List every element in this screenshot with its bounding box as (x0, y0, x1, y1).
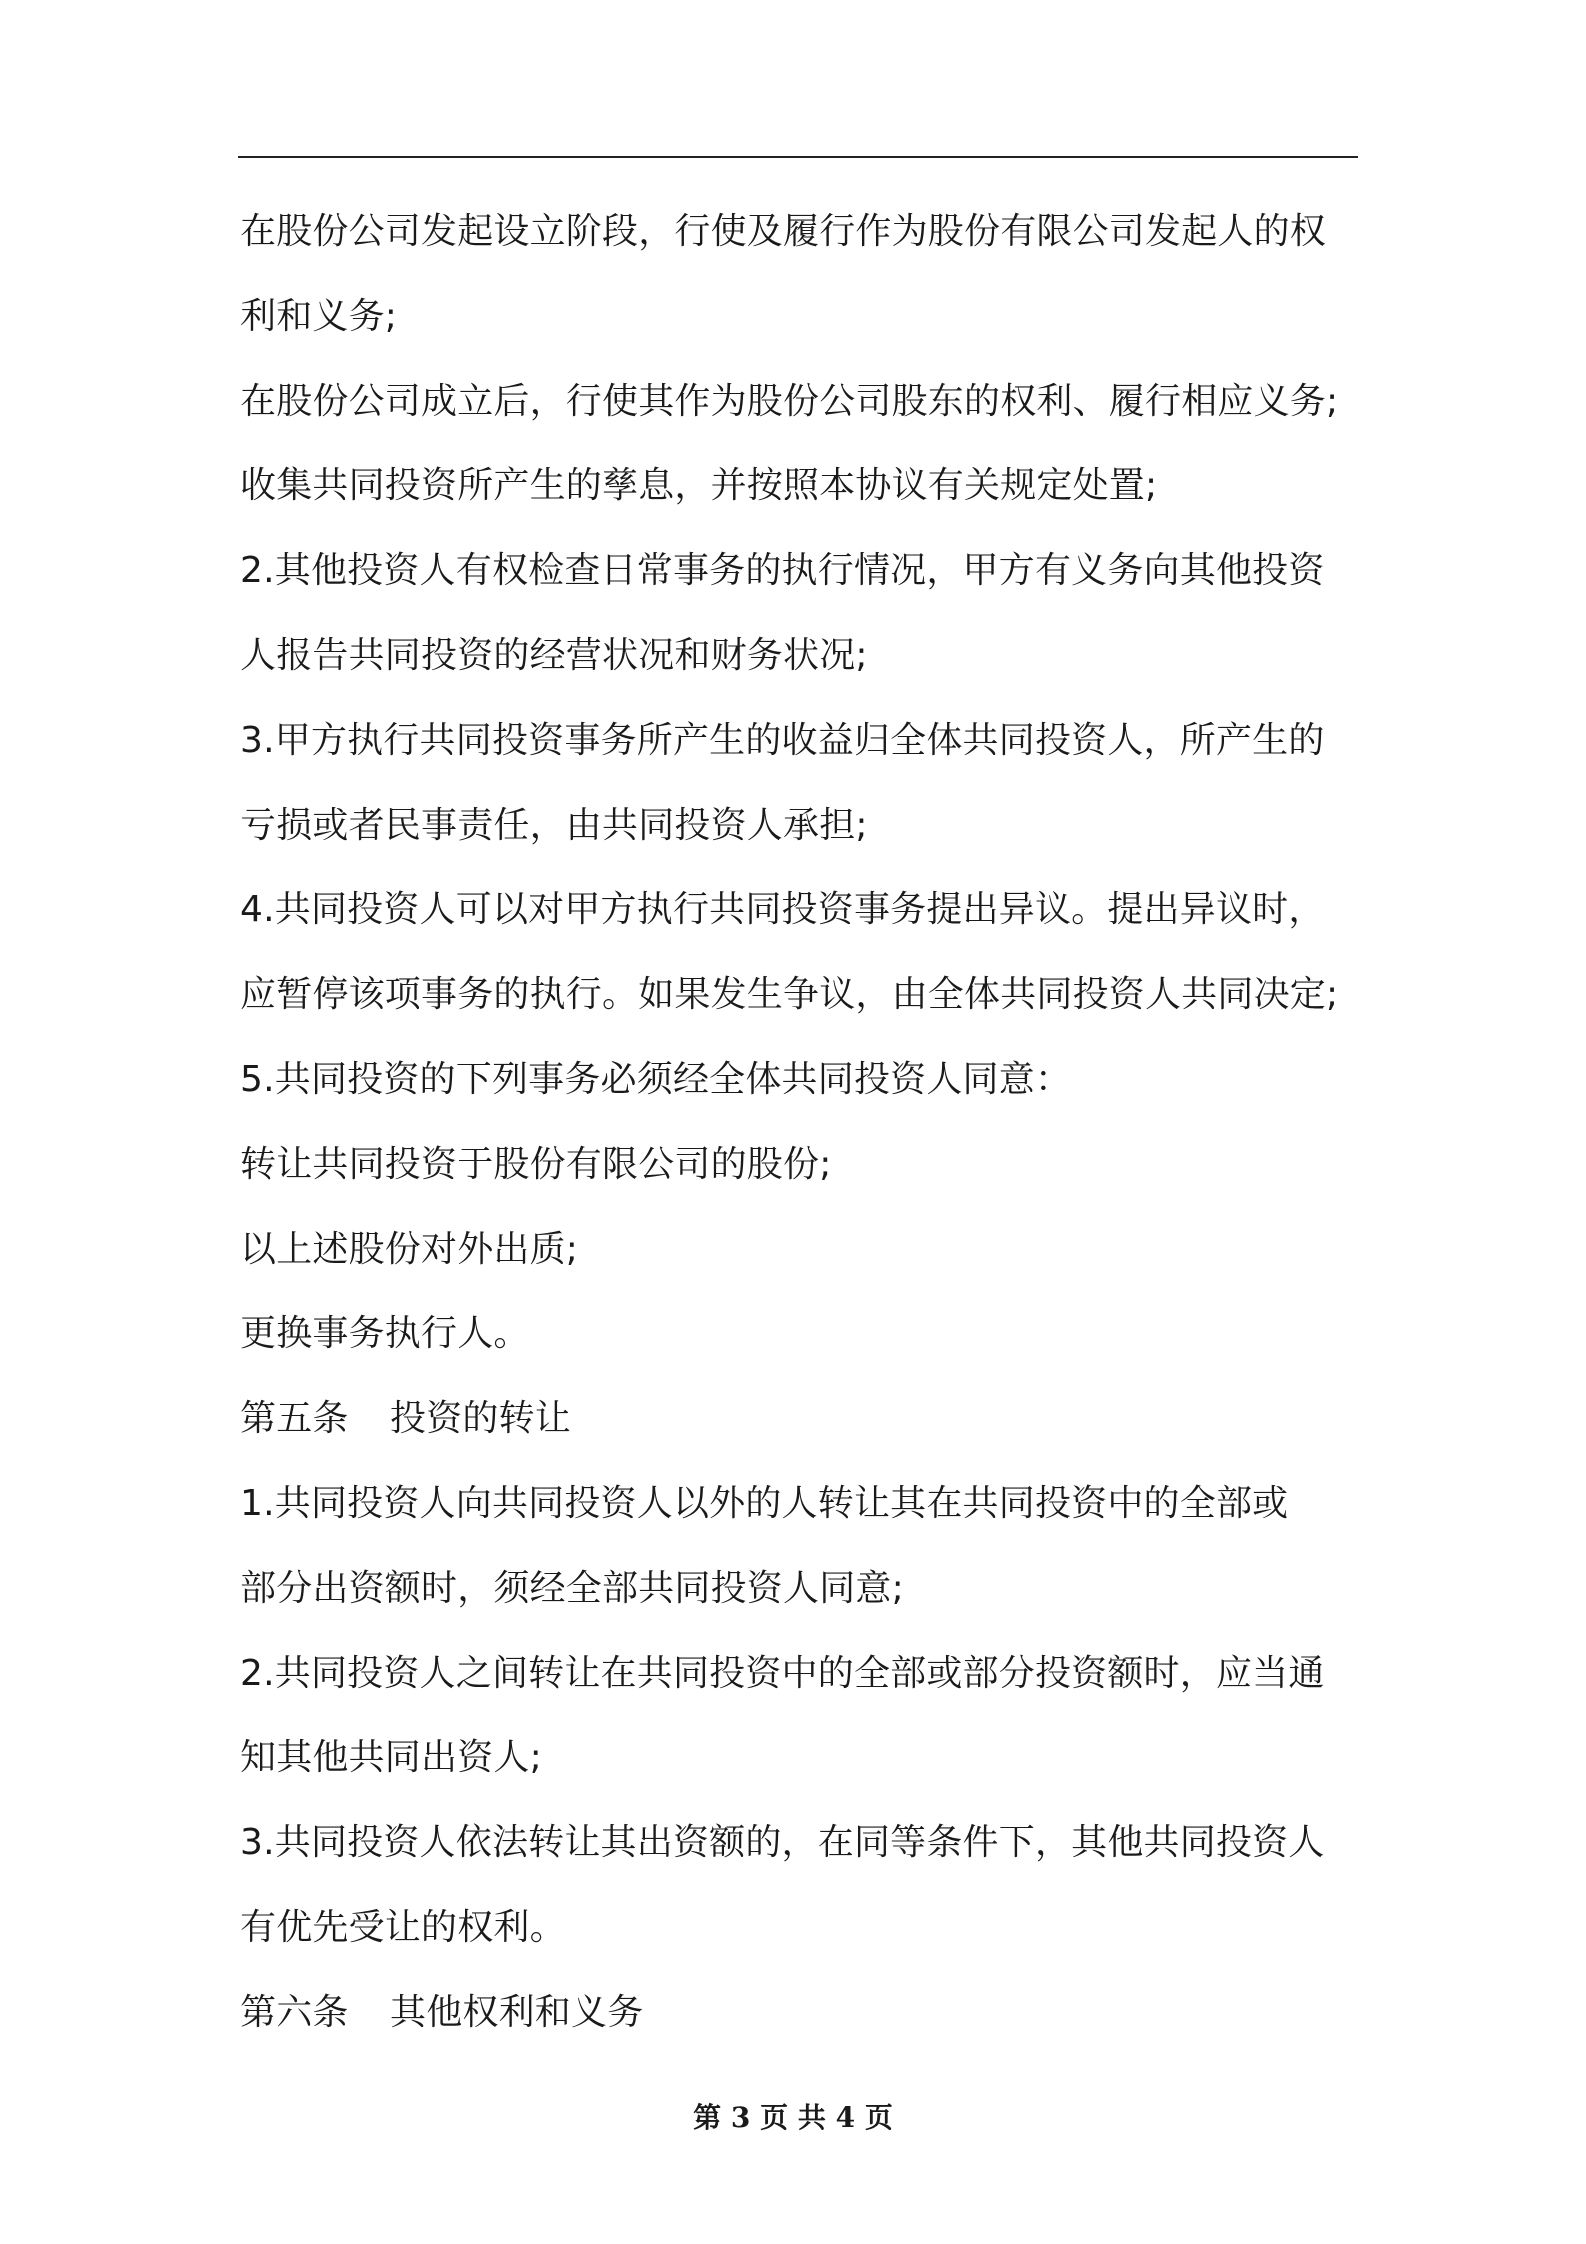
article-6-title: 其他权利和义务 (390, 1991, 644, 2033)
paragraph-line: 利和义务; (240, 295, 398, 337)
paragraph-line: 应暂停该项事务的执行。如果发生争议，由全体共同投资人共同决定; (240, 974, 1339, 1016)
article-6-heading (240, 1971, 1360, 2056)
document-body (240, 190, 1360, 2056)
paragraph-line: 转让共同投资于股份有限公司的股份; (240, 1143, 832, 1185)
article-5-title: 投资的转让 (390, 1398, 572, 1440)
paragraph-line: 人报告共同投资的经营状况和财务状况; (240, 634, 868, 676)
paragraph-line: 在股份公司发起设立阶段，行使及履行作为股份有限公司发起人的权 (240, 211, 1327, 252)
article-6-number: 第六条 (240, 1991, 349, 2033)
paragraph-line: 3.甲方执行共同投资事务所产生的收益归全体共同投资人，所产生的 (240, 719, 1325, 761)
article-5-number: 第五条 (240, 1398, 349, 1440)
paragraph-line: 2.其他投资人有权检查日常事务的执行情况，甲方有义务向其他投资 (240, 550, 1325, 592)
paragraph-line: 2.共同投资人之间转让在共同投资中的全部或部分投资额时，应当通 (240, 1652, 1325, 1694)
paragraph-line: 部分出资额时，须经全部共同投资人同意; (240, 1567, 904, 1609)
paragraph-line: 亏损或者民事责任，由共同投资人承担; (240, 804, 868, 846)
paragraph-line: 有优先受让的权利。 (240, 1906, 566, 1948)
page-number-footer: 第 3 页 共 4 页 (693, 2101, 893, 2134)
paragraph-line: 3.共同投资人依法转让其出资额的，在同等条件下，其他共同投资人 (240, 1822, 1325, 1864)
paragraph-line: 5.共同投资的下列事务必须经全体共同投资人同意： (240, 1058, 1072, 1100)
paragraph-line: 更换事务执行人。 (240, 1313, 530, 1355)
article-5-heading (240, 1377, 1360, 1462)
paragraph-line: 收集共同投资所产生的孳息，并按照本协议有关规定处置; (240, 465, 1158, 507)
header-rule (238, 156, 1358, 158)
paragraph-line: 在股份公司成立后，行使其作为股份公司股东的权利、履行相应义务; (240, 380, 1339, 422)
paragraph-line: 1.共同投资人向共同投资人以外的人转让其在共同投资中的全部或 (240, 1482, 1289, 1524)
paragraph-line: 4.共同投资人可以对甲方执行共同投资事务提出异议。提出异议时， (240, 889, 1325, 931)
paragraph-line: 知其他共同出资人; (240, 1737, 542, 1779)
paragraph-line: 以上述股份对外出质; (240, 1228, 579, 1270)
